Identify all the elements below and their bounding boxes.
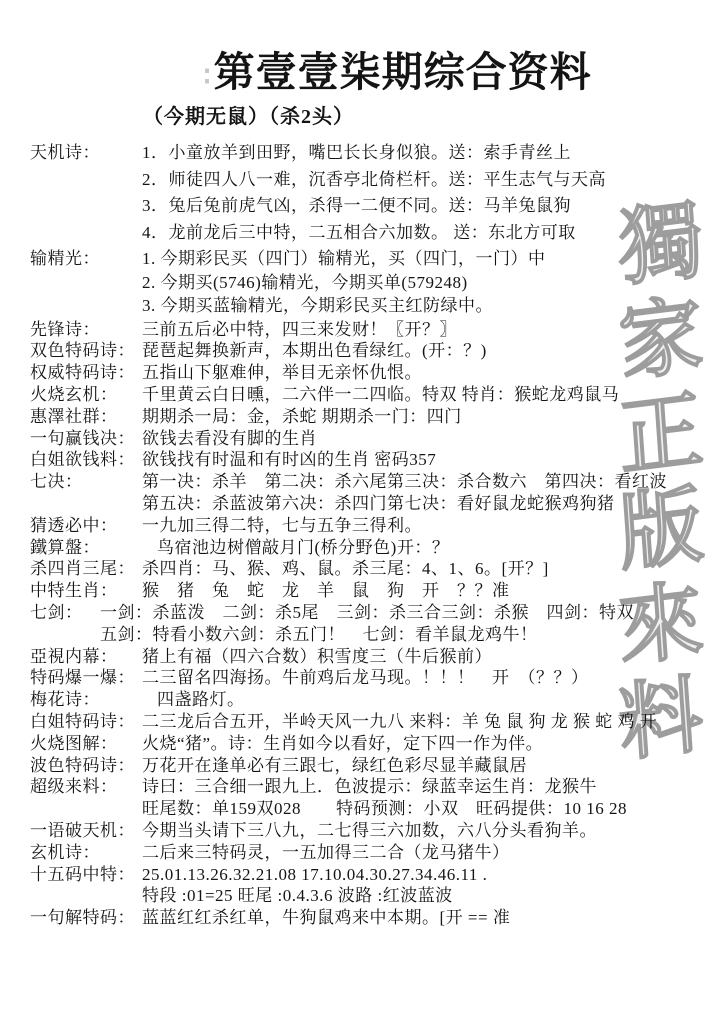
info-row bbox=[30, 860, 723, 882]
watermark-char: 版 bbox=[616, 478, 706, 583]
row-text: 杀四肖：马、猴、鸡、鼠。杀三尾：4、1、6。[开？] bbox=[142, 559, 549, 579]
row-label: 玄机诗： bbox=[30, 842, 100, 862]
row-label: 鐵算盤： bbox=[30, 537, 100, 557]
subtitle: （今期无鼠）（杀2头） bbox=[143, 106, 354, 129]
row-text: 三前五后必中特，四三来发财！〖开？〗 bbox=[142, 319, 457, 339]
title-row bbox=[0, 0, 723, 95]
info-row bbox=[30, 358, 723, 383]
info-row bbox=[30, 244, 723, 268]
row-text: 欲钱去看没有脚的生肖 bbox=[142, 428, 317, 448]
row-label: 双色特码诗： bbox=[30, 341, 135, 361]
row-text: 2. 今期买(5746)输精光，今期买单(579248) bbox=[142, 272, 468, 292]
info-row bbox=[30, 881, 723, 906]
info-row bbox=[30, 620, 723, 642]
row-text: 25.01.13.26.32.21.08 17.10.04.30.27.34.46.11 . bbox=[142, 864, 488, 884]
info-row bbox=[30, 772, 723, 797]
info-row bbox=[30, 533, 723, 555]
row-text: 3. 今期买蓝输精光，今期彩民买主红防绿中。 bbox=[142, 296, 493, 316]
row-label: 输精光： bbox=[30, 249, 100, 269]
info-row bbox=[30, 165, 723, 192]
row-text: 3．兔后兔前虎气凶，杀得一二便不同。送：马羊兔鼠狗 bbox=[142, 196, 571, 216]
info-row bbox=[30, 218, 723, 245]
row-text: 旺尾数：单159双028 特码预测：小双 旺码提供：10 16 28 bbox=[142, 799, 627, 819]
row-label: 十五码中特： bbox=[30, 864, 135, 884]
info-row bbox=[30, 707, 723, 729]
row-text: 猪上有福（四六合数）积雪度三（牛后猴前） bbox=[142, 646, 492, 666]
row-label: 火烧玄机： bbox=[30, 384, 118, 404]
row-label: 一语破天机： bbox=[30, 820, 135, 840]
row-label: 七剑： bbox=[30, 602, 83, 622]
info-row bbox=[30, 138, 723, 165]
info-row bbox=[30, 511, 723, 533]
row-text: 琵琶起舞换新声，本期出色看绿红。(开：？) bbox=[142, 341, 487, 361]
row-text: 五指山下躯难伸，举目无亲怀仇恨。 bbox=[142, 363, 422, 383]
row-text: 二后来三特码灵，一五加得三二合（龙马猪牛） bbox=[142, 842, 510, 862]
row-label: 亞視内幕： bbox=[30, 646, 118, 666]
row-label: 先锋诗： bbox=[30, 319, 100, 339]
row-label: 梅花诗： bbox=[30, 690, 100, 710]
row-text: 1. 今期彩民买（四门）输精光，买（四门，一门）中 bbox=[142, 249, 546, 269]
row-text: 猴 猪 兔 蛇 龙 羊 鼠 狗 开 ？？准 bbox=[142, 581, 510, 601]
row-label: 猜透必中： bbox=[30, 515, 118, 535]
row-text: 第五决：杀蓝波第六决：杀四门第七决：看好鼠龙蛇猴鸡狗猪 bbox=[142, 493, 615, 513]
info-row bbox=[30, 838, 723, 860]
info-row bbox=[30, 663, 723, 688]
row-text: 万花开在逢单必有三跟七，绿红色彩尽显羊藏鼠居 bbox=[142, 755, 527, 775]
row-label: 超级来料： bbox=[30, 777, 118, 797]
row-text: 特段 :01=25 旺尾 :0.4.3.6 波路 :红波蓝波 bbox=[142, 886, 453, 906]
row-text: 期期杀一局：金，杀蛇 期期杀一门：四门 bbox=[142, 406, 462, 426]
row-text: 火烧“猪”。诗：生肖如今以看好，定下四一作为伴。 bbox=[142, 733, 544, 753]
row-text: 今期当头请下三八九，二七得三六加数，六八分头看狗羊。 bbox=[142, 820, 597, 840]
content-rows bbox=[0, 138, 723, 928]
info-row bbox=[30, 794, 723, 819]
row-text: 蓝蓝红红杀红单，牛狗鼠鸡来中本期。[开 == 准 bbox=[142, 908, 511, 928]
row-label: 权威特码诗： bbox=[30, 363, 135, 383]
row-label: 惠澤社群： bbox=[30, 406, 118, 426]
watermark-char: 料 bbox=[616, 668, 706, 773]
info-row bbox=[30, 268, 723, 292]
row-text: 五剑：特看小数六剑：杀五门！ 七剑：看羊鼠龙鸡牛！ bbox=[100, 624, 538, 644]
row-text: 4．龙前龙后三中特，二五相合六加数。 送：东北方可取 bbox=[142, 222, 576, 242]
row-label: 白姐欲钱料： bbox=[30, 450, 135, 470]
info-row bbox=[30, 291, 723, 315]
row-label: 火烧图解： bbox=[30, 733, 118, 753]
info-row bbox=[30, 402, 723, 424]
row-text: 二三龙后合五开，半岭天风一九八 来料：羊 兔 鼠 狗 龙 猴 蛇 鸡 开 bbox=[142, 711, 658, 731]
info-row bbox=[30, 685, 723, 710]
info-row bbox=[30, 424, 723, 446]
watermark-char: 正 bbox=[616, 383, 706, 488]
info-row bbox=[30, 598, 723, 620]
info-row bbox=[30, 816, 723, 838]
faint-colon-mark: ∶ bbox=[203, 62, 211, 93]
row-text: 二三留名四海扬。牛前鸡后龙马现。！！！ 开 （？？） bbox=[142, 668, 589, 688]
row-label: 一句赢钱决： bbox=[30, 428, 135, 448]
info-row bbox=[30, 489, 723, 511]
row-text: 鸟宿池边树僧敲月门(桥分野色)开：？ bbox=[157, 537, 450, 557]
watermark-char: 來 bbox=[616, 573, 706, 678]
row-label: 天机诗： bbox=[30, 143, 100, 163]
info-row bbox=[30, 445, 723, 470]
info-row bbox=[30, 191, 723, 218]
info-row bbox=[30, 336, 723, 361]
row-text: 1．小童放羊到田野，嘴巴长长身似狼。送：索手青丝上 bbox=[142, 143, 571, 163]
info-row bbox=[30, 751, 723, 773]
row-text: 一剑：杀蓝泼 二剑：杀5尾 三剑：杀三合三剑：杀猴 四剑：特双 bbox=[100, 602, 634, 622]
row-text: 2．师徒四人八一难，沉香亭北倚栏杆。送：平生志气与天高 bbox=[142, 169, 606, 189]
info-row bbox=[30, 380, 723, 402]
info-row bbox=[30, 642, 723, 664]
info-row bbox=[30, 576, 723, 601]
row-label: 白姐特码诗： bbox=[30, 711, 135, 731]
info-row bbox=[30, 903, 723, 928]
row-label: 中特生肖： bbox=[30, 581, 118, 601]
watermark-char: 家 bbox=[616, 288, 706, 393]
info-row bbox=[30, 315, 723, 337]
row-label: 杀四肖三尾： bbox=[30, 559, 135, 579]
row-text: 四盏路灯。 bbox=[157, 690, 245, 710]
info-row bbox=[30, 467, 723, 492]
row-label: 波色特码诗： bbox=[30, 755, 135, 775]
page-title: 第壹壹柒期综合资料 bbox=[213, 49, 592, 95]
row-text: 千里黄云白日曛，二六伴一二四临。特双 特肖：猴蛇龙鸡鼠马 bbox=[142, 384, 620, 404]
row-label: 一句解特码： bbox=[30, 908, 135, 928]
row-label: 特码爆一爆： bbox=[30, 668, 135, 688]
info-row bbox=[30, 554, 723, 579]
watermark-char: 獨 bbox=[616, 193, 706, 298]
info-row bbox=[30, 729, 723, 751]
row-label: 七决： bbox=[30, 472, 83, 492]
row-text: 第一决：杀羊 第二决：杀六尾第三决：杀合数六 第四决：看红波 bbox=[142, 472, 667, 492]
row-text: 欲钱找有时温和有时凶的生肖 密码357 bbox=[142, 450, 437, 470]
row-text: 一九加三得二特，七与五争三得利。 bbox=[142, 515, 422, 535]
row-text: 诗曰：三合细一跟九上．色波提示：绿蓝幸运生肖：龙猴牛 bbox=[142, 777, 597, 797]
